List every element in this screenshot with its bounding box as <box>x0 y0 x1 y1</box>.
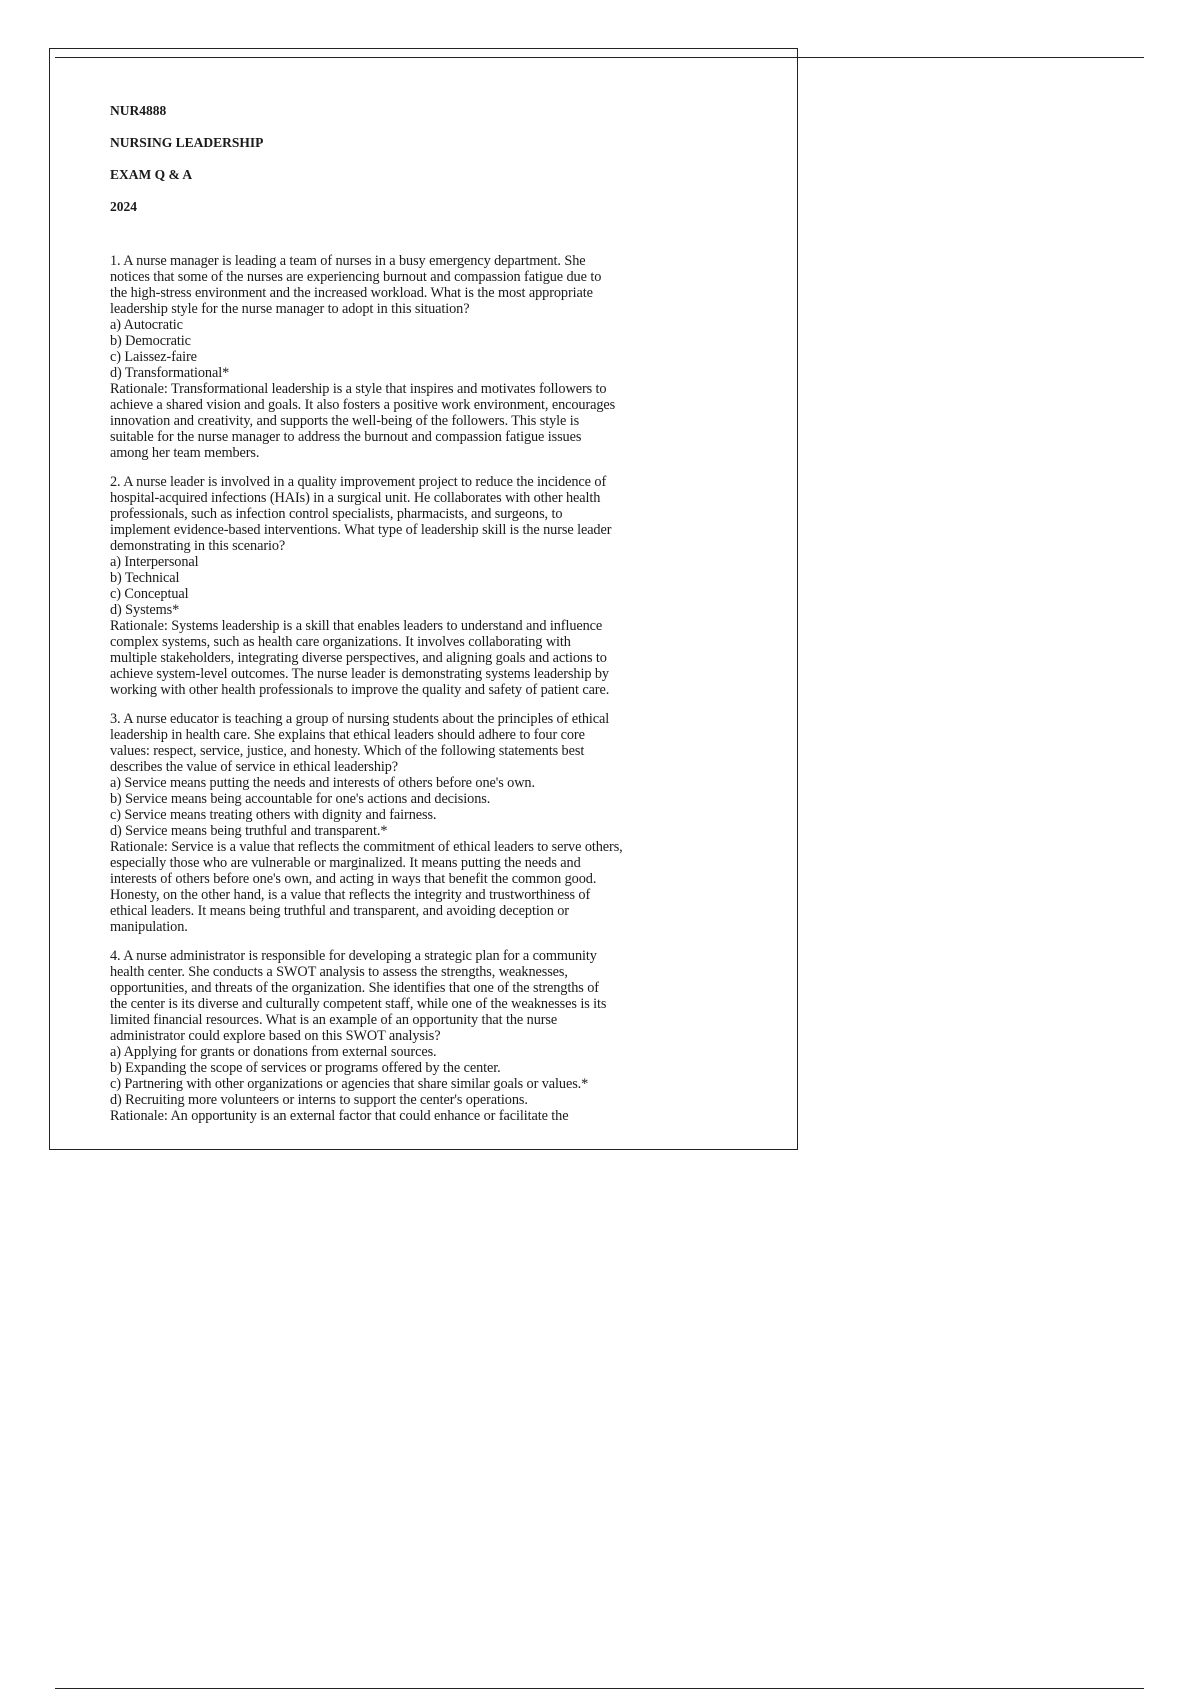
question-1 <box>110 253 750 461</box>
rationale-line: Rationale: Transformational leadership is a style that inspires and motivates followers to <box>110 381 607 397</box>
question-text-line: opportunities, and threats of the organization. She identifies that one of the strengths of <box>110 980 599 996</box>
rationale-line: interests of others before one's own, and acting in ways that benefit the common good. <box>110 871 597 887</box>
answer-option-correct: c) Partnering with other organizations or agencies that share similar goals or values.* <box>110 1076 589 1092</box>
question-text-line: limited financial resources. What is an example of an opportunity that the nurse <box>110 1012 558 1028</box>
question-text-line: the center is its diverse and culturally competent staff, while one of the weaknesses is its <box>110 996 607 1012</box>
question-2 <box>110 474 750 698</box>
answer-option: d) Recruiting more volunteers or interns to support the center's operations. <box>110 1092 528 1108</box>
question-text-line: demonstrating in this scenario? <box>110 538 286 554</box>
question-text-line: health center. She conducts a SWOT analysis to assess the strengths, weaknesses, <box>110 964 568 980</box>
document-content <box>110 103 750 1137</box>
answer-option: b) Democratic <box>110 333 191 349</box>
question-text-line: hospital-acquired infections (HAIs) in a surgical unit. He collaborates with other health <box>110 490 601 506</box>
question-text-line: administrator could explore based on this SWOT analysis? <box>110 1028 441 1044</box>
rationale-line: especially those who are vulnerable or marginalized. It means putting the needs and <box>110 855 581 871</box>
question-text-line: 3. A nurse educator is teaching a group of nursing students about the principles of ethical <box>110 711 610 727</box>
rationale-line: achieve a shared vision and goals. It also fosters a positive work environment, encourages <box>110 397 616 413</box>
answer-option: a) Autocratic <box>110 317 183 333</box>
answer-option: a) Interpersonal <box>110 554 199 570</box>
question-text-line: the high-stress environment and the increased workload. What is the most appropriate <box>110 285 593 301</box>
answer-option: a) Applying for grants or donations from external sources. <box>110 1044 437 1060</box>
answer-option-correct: d) Systems* <box>110 602 180 618</box>
rationale-line: suitable for the nurse manager to address the burnout and compassion fatigue issues <box>110 429 582 445</box>
answer-option: c) Conceptual <box>110 586 189 602</box>
document-header <box>110 103 750 215</box>
rationale-line: ethical leaders. It means being truthful and transparent, and avoiding deception or <box>110 903 569 919</box>
answer-option: a) Service means putting the needs and interests of others before one's own. <box>110 775 535 791</box>
answer-option-correct: d) Service means being truthful and transparent.* <box>110 823 388 839</box>
course-code: NUR4888 <box>110 103 167 118</box>
document-year: 2024 <box>110 199 137 214</box>
rationale-line: Rationale: Systems leadership is a skill that enables leaders to understand and influence <box>110 618 603 634</box>
rationale-line: Rationale: Service is a value that reflects the commitment of ethical leaders to serve others, <box>110 839 623 855</box>
answer-option: b) Expanding the scope of services or programs offered by the center. <box>110 1060 501 1076</box>
question-text-line: 2. A nurse leader is involved in a quality improvement project to reduce the incidence of <box>110 474 607 490</box>
answer-option-correct: d) Transformational* <box>110 365 230 381</box>
question-4 <box>110 948 750 1124</box>
answer-option: b) Technical <box>110 570 180 586</box>
question-text-line: leadership in health care. She explains that ethical leaders should adhere to four core <box>110 727 585 743</box>
question-text-line: notices that some of the nurses are experiencing burnout and compassion fatigue due to <box>110 269 602 285</box>
question-text-line: leadership style for the nurse manager to adopt in this situation? <box>110 301 470 317</box>
course-title: NURSING LEADERSHIP <box>110 135 264 150</box>
question-text-line: 4. A nurse administrator is responsible for developing a strategic plan for a community <box>110 948 597 964</box>
document-type: EXAM Q & A <box>110 167 193 182</box>
document-page <box>49 48 798 1150</box>
rationale-line: among her team members. <box>110 445 260 461</box>
bottom-rule <box>55 1688 1144 1689</box>
rationale-line: innovation and creativity, and supports the well-being of the followers. This style is <box>110 413 580 429</box>
answer-option: c) Service means treating others with dignity and fairness. <box>110 807 437 823</box>
answer-option: b) Service means being accountable for one's actions and decisions. <box>110 791 491 807</box>
rationale-line: Rationale: An opportunity is an external factor that could enhance or facilitate the <box>110 1108 569 1124</box>
question-text-line: implement evidence-based interventions. What type of leadership skill is the nurse leader <box>110 522 612 538</box>
question-text-line: values: respect, service, justice, and honesty. Which of the following statements best <box>110 743 585 759</box>
rationale-line: working with other health professionals to improve the quality and safety of patient care. <box>110 682 610 698</box>
question-3 <box>110 711 750 935</box>
rationale-line: achieve system-level outcomes. The nurse leader is demonstrating systems leadership by <box>110 666 609 682</box>
question-text-line: 1. A nurse manager is leading a team of nurses in a busy emergency department. She <box>110 253 586 269</box>
question-text-line: describes the value of service in ethical leadership? <box>110 759 399 775</box>
rationale-line: manipulation. <box>110 919 188 935</box>
answer-option: c) Laissez-faire <box>110 349 197 365</box>
question-text-line: professionals, such as infection control specialists, pharmacists, and surgeons, to <box>110 506 563 522</box>
rationale-line: Honesty, on the other hand, is a value that reflects the integrity and trustworthiness of <box>110 887 591 903</box>
rationale-line: complex systems, such as health care organizations. It involves collaborating with <box>110 634 571 650</box>
rationale-line: multiple stakeholders, integrating diverse perspectives, and aligning goals and actions to <box>110 650 607 666</box>
